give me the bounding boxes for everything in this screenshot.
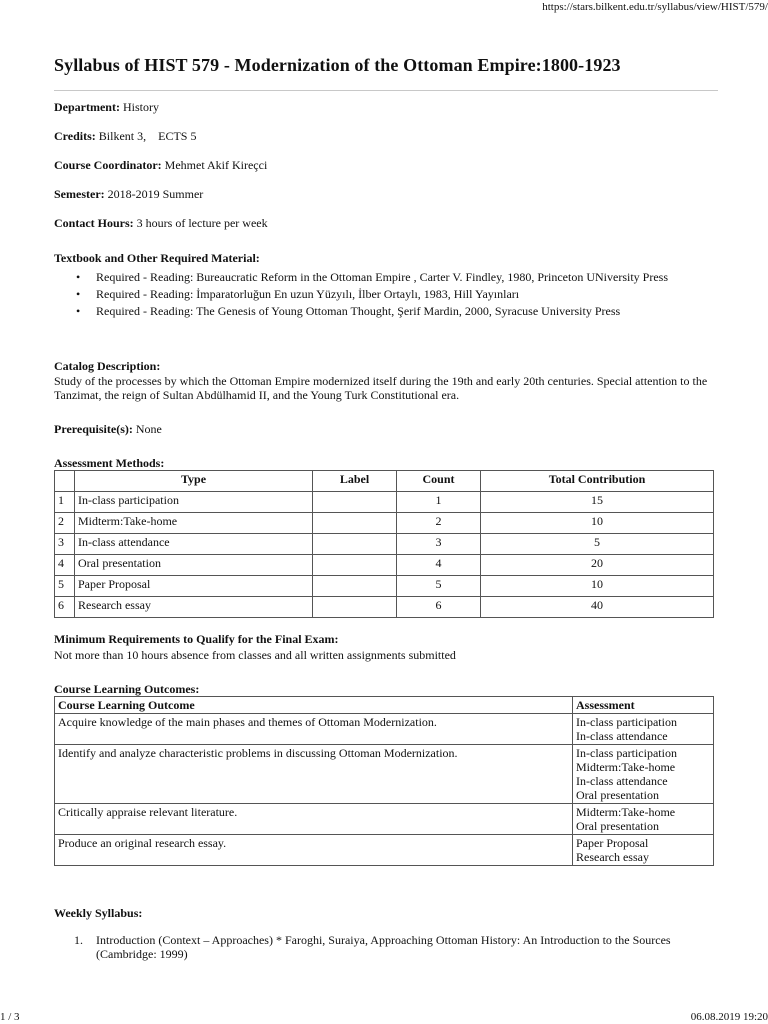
table-row	[55, 597, 714, 618]
assessment-item: Oral presentation	[576, 788, 659, 802]
textbook-title: Textbook and Other Required Material:	[54, 251, 260, 265]
assessment-item: In-class attendance	[576, 729, 668, 743]
weekly-syllabus-title: Weekly Syllabus:	[54, 906, 143, 920]
coordinator-field	[54, 158, 267, 172]
semester-value: 2018-2019 Summer	[107, 187, 204, 201]
row-number: 1	[55, 492, 75, 513]
page-number: 1 / 3	[0, 1011, 20, 1023]
catalog-title: Catalog Description:	[54, 359, 161, 373]
count-cell: 2	[397, 513, 481, 534]
label-cell	[313, 597, 397, 618]
label-cell	[313, 513, 397, 534]
outcome-cell: Acquire knowledge of the main phases and themes of Ottoman Modernization.	[55, 714, 573, 745]
print-datetime: 06.08.2019 19:20	[690, 1011, 768, 1023]
outcome-cell: Critically appraise relevant literature.	[55, 804, 573, 835]
assessment-item: In-class attendance	[576, 774, 668, 788]
type-cell: In-class participation	[75, 492, 313, 513]
count-cell: 6	[397, 597, 481, 618]
label-cell	[313, 492, 397, 513]
prerequisite-field	[54, 422, 162, 436]
header-cell: Type	[75, 471, 313, 492]
assessment-item: In-class participation	[576, 715, 677, 729]
row-number: 5	[55, 576, 75, 597]
list-item: • Required - Reading: İmparatorluğun En uzun Yüzyılı, İlber Ortaylı, 1983, Hill Yayınları	[54, 287, 718, 301]
contact-hours-value: 3 hours of lecture per week	[136, 216, 268, 230]
assessment-cell	[573, 745, 714, 804]
assessment-item: Research essay	[576, 850, 649, 864]
catalog-description: Study of the processes by which the Ottoman Empire modernized itself during the 19th and early 20th centuries. Special attention to the Tanzimat, the reign of Sultan Abdülhamid II, and the Young Turk Constitutional era.	[54, 374, 708, 402]
row-number: 3	[55, 534, 75, 555]
list-item	[54, 933, 718, 961]
minimum-requirements-text: Not more than 10 hours absence from classes and all written assignments submitted	[54, 648, 456, 662]
table-row	[55, 555, 714, 576]
assessment-cell	[573, 714, 714, 745]
contribution-cell: 40	[481, 597, 714, 618]
assessment-item: Midterm:Take-home	[576, 760, 676, 774]
header-cell: Assessment	[573, 697, 714, 714]
weekly-syllabus-list	[54, 933, 718, 961]
credits-value: Bilkent 3, ECTS 5	[98, 129, 197, 143]
table-row	[55, 492, 714, 513]
row-number: 2	[55, 513, 75, 534]
header-cell	[55, 471, 75, 492]
type-cell: In-class attendance	[75, 534, 313, 555]
header-cell: Count	[397, 471, 481, 492]
coordinator-value: Mehmet Akif Kireçci	[164, 158, 268, 172]
department-value: History	[122, 100, 159, 114]
semester-field	[54, 187, 203, 201]
label-cell	[313, 555, 397, 576]
type-cell: Paper Proposal	[75, 576, 313, 597]
item-text: Introduction (Context – Approaches) * Faroghi, Suraiya, Approaching Ottoman History: An Introduction to the Sources (Cambridge: 1999)	[96, 933, 671, 961]
table-row	[55, 804, 714, 835]
row-number: 6	[55, 597, 75, 618]
table-row	[55, 714, 714, 745]
page-title: Syllabus of HIST 579 - Modernization of the Ottoman Empire:1800-1923	[54, 55, 621, 75]
contact-hours-label: Contact Hours:	[54, 216, 134, 230]
list-item: • Required - Reading: Bureaucratic Reform in the Ottoman Empire , Carter V. Findley, 1980, Princeton UNiversity Press	[54, 270, 718, 284]
coordinator-label: Course Coordinator:	[54, 158, 162, 172]
header-cell: Total Contribution	[481, 471, 714, 492]
textbook-list	[54, 270, 718, 321]
assessment-cell	[573, 835, 714, 866]
list-item: • Required - Reading: The Genesis of Young Ottoman Thought, Şerif Mardin, 2000, Syracuse University Press	[54, 304, 718, 318]
label-cell	[313, 576, 397, 597]
count-cell: 5	[397, 576, 481, 597]
table-row	[55, 745, 714, 804]
learning-outcomes-title: Course Learning Outcomes:	[54, 682, 200, 696]
assessment-item: Midterm:Take-home	[576, 805, 676, 819]
credits-field	[54, 129, 196, 143]
count-cell: 4	[397, 555, 481, 576]
assessment-cell	[573, 804, 714, 835]
contribution-cell: 20	[481, 555, 714, 576]
outcome-cell: Identify and analyze characteristic problems in discussing Ottoman Modernization.	[55, 745, 573, 804]
type-cell: Oral presentation	[75, 555, 313, 576]
semester-label: Semester:	[54, 187, 105, 201]
contact-hours-field	[54, 216, 268, 230]
label-cell	[313, 534, 397, 555]
table-row	[55, 576, 714, 597]
item-number: 1.	[74, 933, 83, 947]
credits-label: Credits:	[54, 129, 96, 143]
assessment-item: Paper Proposal	[576, 836, 649, 850]
assessment-title: Assessment Methods:	[54, 456, 165, 470]
header-cell: Label	[313, 471, 397, 492]
count-cell: 3	[397, 534, 481, 555]
assessment-table	[54, 470, 714, 618]
table-row	[55, 534, 714, 555]
prerequisite-value: None	[135, 422, 162, 436]
type-cell: Research essay	[75, 597, 313, 618]
row-number: 4	[55, 555, 75, 576]
assessment-item: Oral presentation	[576, 819, 659, 833]
header-cell: Course Learning Outcome	[55, 697, 573, 714]
department-label: Department:	[54, 100, 120, 114]
table-row	[55, 513, 714, 534]
outcome-cell: Produce an original research essay.	[55, 835, 573, 866]
assessment-item: In-class participation	[576, 746, 677, 760]
count-cell: 1	[397, 492, 481, 513]
contribution-cell: 10	[481, 576, 714, 597]
learning-outcomes-table	[54, 696, 714, 866]
contribution-cell: 10	[481, 513, 714, 534]
prerequisite-label: Prerequisite(s):	[54, 422, 133, 436]
page-url: https://stars.bilkent.edu.tr/syllabus/view/HIST/579/	[542, 1, 768, 13]
department-field	[54, 100, 159, 114]
table-row	[55, 835, 714, 866]
table-header-row	[55, 471, 714, 492]
type-cell: Midterm:Take-home	[75, 513, 313, 534]
contribution-cell: 15	[481, 492, 714, 513]
title-divider	[54, 90, 718, 91]
contribution-cell: 5	[481, 534, 714, 555]
table-header-row	[55, 697, 714, 714]
minimum-requirements-title: Minimum Requirements to Qualify for the Final Exam:	[54, 632, 339, 646]
